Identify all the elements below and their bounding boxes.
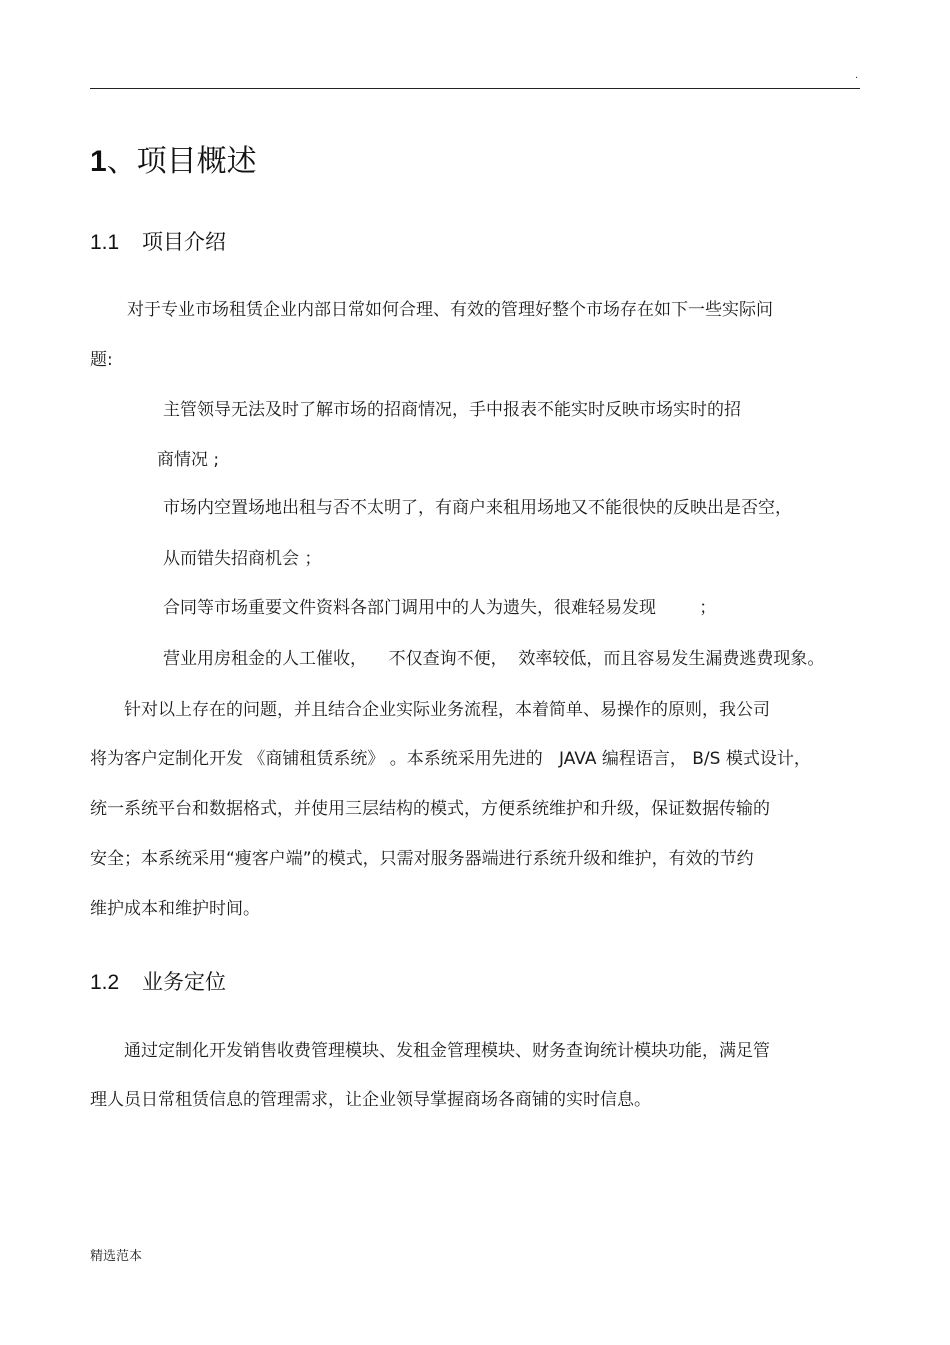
section-1-1-title: 项目介绍 xyxy=(142,230,226,254)
issue-line: 市场内空置场地出租与否不太明了，有商户来租用场地又不能很快的反映出是否空， xyxy=(163,498,792,518)
solution-line: 安全；本系统采用“瘦客户端”的模式，只需对服务器端进行系统升级和维护，有效的节约 xyxy=(90,849,754,869)
header-rule xyxy=(90,88,860,89)
section-1-2-heading xyxy=(90,968,226,997)
solution-line: 维护成本和维护时间。 xyxy=(90,899,260,919)
solution-line: 针对以上存在的问题，并且结合企业实际业务流程，本着简单、易操作的原则，我公司 xyxy=(124,700,770,720)
section-1-heading xyxy=(90,142,257,182)
section-1-2-number: 1.2 xyxy=(90,971,120,994)
issue-line: 从而错失招商机会 ； xyxy=(163,549,322,569)
issue-line: 商情况 ; xyxy=(157,450,220,470)
issue-line: 营业用房租金的人工催收， 不仅查询不便， 效率较低，而且容易发生漏费逃费现象。 xyxy=(163,649,825,669)
section-1-1-number: 1.1 xyxy=(90,231,120,254)
section-1-2-title: 业务定位 xyxy=(142,970,226,994)
issue-line: 合同等市场重要文件资料各部门调用中的人为遗失，很难轻易发现 ； xyxy=(163,598,717,618)
positioning-line: 理人员日常租赁信息的管理需求，让企业领导掌握商场各商铺的实时信息。 xyxy=(90,1090,651,1110)
header-mark: . xyxy=(855,70,859,81)
intro-line: 题: xyxy=(90,350,113,370)
positioning-line: 通过定制化开发销售收费管理模块、发租金管理模块、财务查询统计模块功能，满足管 xyxy=(124,1041,770,1061)
issue-line: 主管领导无法及时了解市场的招商情况，手中报表不能实时反映市场实时的招 xyxy=(163,400,741,420)
footer-label: 精选范本 xyxy=(90,1249,143,1264)
solution-line: 统一系统平台和数据格式，并使用三层结构的模式，方便系统维护和升级，保证数据传输的 xyxy=(90,799,770,819)
section-1-1-heading xyxy=(90,228,226,257)
section-1-title: 、项目概述 xyxy=(106,144,257,179)
solution-line: 将为客户定制化开发 《商铺租赁系统》 。本系统采用先进的 JAVA 编程语言， B/S 模式设计， xyxy=(90,749,811,769)
section-1-number: 1 xyxy=(90,145,107,178)
intro-line: 对于专业市场租赁企业内部日常如何合理、有效的管理好整个市场存在如下一些实际问 xyxy=(127,300,773,320)
